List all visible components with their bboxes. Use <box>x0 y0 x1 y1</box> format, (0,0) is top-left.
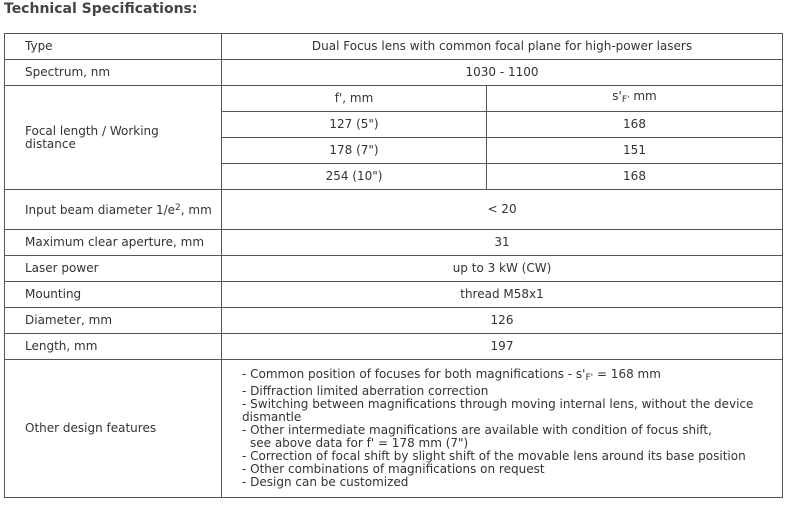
s-symbol: s' <box>612 89 622 103</box>
focal-f-value: 127 (5") <box>222 112 487 138</box>
row-label-diameter: Diameter, mm <box>5 308 222 334</box>
focal-f-value: 254 (10") <box>222 164 487 190</box>
row-label-focal-length <box>5 86 222 190</box>
row-value-diameter: 126 <box>222 308 783 334</box>
feature-line: - Switching between magnifications through moving internal lens, without the device <box>242 397 754 411</box>
s-subscript: F' <box>621 95 630 105</box>
table-row <box>5 334 783 360</box>
feature-line: - Other intermediate magnifications are available with condition of focus shift, <box>242 423 712 437</box>
row-label-laser-power: Laser power <box>5 256 222 282</box>
table-row <box>5 86 783 112</box>
table-row <box>5 60 783 86</box>
feature-line <box>242 368 778 385</box>
feature-line1-b: = 168 mm <box>593 367 661 381</box>
feature-line: see above data for f' = 178 mm (7") <box>250 436 469 450</box>
beam-label-superscript: 2 <box>175 203 181 213</box>
feature-line1-a: - Common position of focuses for both magnifications - s' <box>242 367 586 381</box>
table-row <box>5 34 783 60</box>
table-row <box>5 308 783 334</box>
table-row <box>5 282 783 308</box>
row-value-length: 197 <box>222 334 783 360</box>
row-label-mounting: Mounting <box>5 282 222 308</box>
row-value-other-features <box>222 360 783 498</box>
beam-label-end: , mm <box>180 203 212 217</box>
table-row <box>5 190 783 230</box>
feature-line: - Other combinations of magnifications on request <box>242 462 545 476</box>
row-value-laser-power: up to 3 kW (CW) <box>222 256 783 282</box>
table-row <box>5 230 783 256</box>
focal-col-header-f: f', mm <box>222 86 487 112</box>
focal-length-label: Focal length / Working distance <box>25 123 159 151</box>
focal-s-value: 168 <box>487 112 783 138</box>
feature-line: dismantle <box>242 410 302 424</box>
focal-s-value: 168 <box>487 164 783 190</box>
feature-line: - Design can be customized <box>242 475 409 489</box>
feature-line: - Correction of focal shift by slight shift of the movable lens around its base position <box>242 449 746 463</box>
table-row <box>5 360 783 498</box>
row-value-beam-diameter: < 20 <box>222 190 783 230</box>
s-unit: mm <box>629 89 657 103</box>
table-row <box>5 256 783 282</box>
row-value-spectrum: 1030 - 1100 <box>222 60 783 86</box>
focal-s-value: 151 <box>487 138 783 164</box>
page-title: Technical Specifications: <box>4 1 198 17</box>
feature-line1-subscript: F' <box>585 373 594 383</box>
feature-line: - Diffraction limited aberration correction <box>242 384 489 398</box>
specifications-table <box>4 33 783 498</box>
row-label-other-features: Other design features <box>5 360 222 498</box>
row-label-length: Length, mm <box>5 334 222 360</box>
row-label-beam-diameter <box>5 190 222 230</box>
beam-label-main: Input beam diameter 1/e <box>25 203 176 217</box>
row-value-type: Dual Focus lens with common focal plane for high-power lasers <box>222 34 783 60</box>
row-label-spectrum: Spectrum, nm <box>5 60 222 86</box>
row-value-mounting: thread M58x1 <box>222 282 783 308</box>
row-label-type: Type <box>5 34 222 60</box>
focal-f-value: 178 (7") <box>222 138 487 164</box>
focal-col-header-s <box>487 86 783 112</box>
row-label-aperture: Maximum clear aperture, mm <box>5 230 222 256</box>
row-value-aperture: 31 <box>222 230 783 256</box>
